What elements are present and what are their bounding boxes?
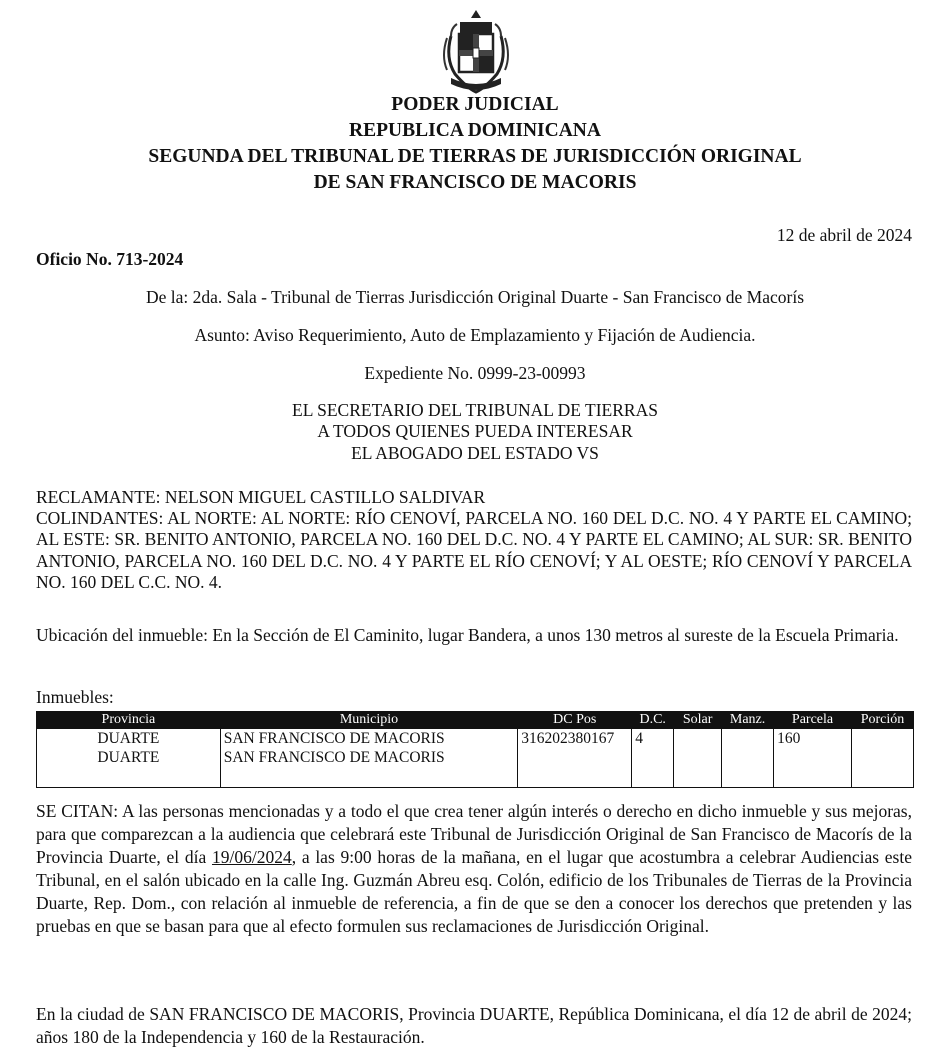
cell-provincia: [37, 729, 221, 788]
expediente-line: Expediente No. 0999-23-00993: [364, 363, 586, 383]
cell-parcela: 160: [774, 729, 852, 788]
secretary-heading: [0, 400, 950, 464]
table-header-row: [37, 712, 914, 729]
court-header: [0, 92, 950, 196]
header-provincia: Provincia: [37, 712, 221, 729]
header-manz: Manz.: [722, 712, 774, 729]
cell-dc: 4: [632, 729, 674, 788]
asunto-line: Asunto: Aviso Requerimiento, Auto de Emplazamiento y Fijación de Audiencia.: [194, 325, 756, 345]
cell-solar: [674, 729, 722, 788]
provincia-value: DUARTE: [97, 748, 160, 766]
cell-manz: [722, 729, 774, 788]
header-porcion: Porción: [851, 712, 913, 729]
header-line-1: PODER JUDICIAL: [391, 94, 559, 115]
header-line-2: REPUBLICA DOMINICANA: [349, 119, 601, 141]
hearing-date: 19/06/2024: [211, 846, 292, 867]
cell-porcion: [851, 729, 913, 788]
heading-line-2: A TODOS QUIENES PUEDA INTERESAR: [317, 421, 633, 442]
ubicacion-paragraph: Ubicación del inmueble: En la Sección de El Caminito, lugar Bandera, a unos 130 metros al sureste de la Escuela Primaria.: [36, 625, 899, 645]
header-parcela: Parcela: [774, 712, 852, 729]
de-la-line: De la: 2da. Sala - Tribunal de Tierras Jurisdicción Original Duarte - San Francisco de Macorís: [145, 287, 805, 307]
citan-text-after: , a las 9:00 horas de la mañana, en el lugar que acostumbra a celebrar Audiencias este Tribunal, en el salón ubicado en la calle Ing. Guzmán Abreu esq. Colón, edificio de los Tribunales de Tierras de la Provincia Duarte, Rep. Dom., con relación al inmueble de referencia, a fin de que se den a conocer los derechos que pretenden y las pruebas en que se basan para que al efecto formulen sus reclamaciones de Jurisdicción Original.: [36, 846, 912, 936]
header-line-3: SEGUNDA DEL TRIBUNAL DE TIERRAS DE JURISDICCIÓN ORIGINAL: [148, 145, 802, 167]
municipio-value: SAN FRANCISCO DE MACORIS: [223, 730, 445, 747]
closing-paragraph: En la ciudad de SAN FRANCISCO DE MACORIS, Provincia DUARTE, República Dominicana, el día 12 de abril de 2024; años 180 de la Independencia y 160 de la Restauración.: [36, 1004, 912, 1047]
reclamante: RECLAMANTE: NELSON MIGUEL CASTILLO SALDIVAR: [36, 487, 486, 507]
header-dc-pos: DC Pos: [518, 712, 632, 729]
heading-line-3: EL ABOGADO DEL ESTADO VS: [351, 442, 599, 463]
parties-block: [36, 487, 912, 593]
heading-line-1: EL SECRETARIO DEL TRIBUNAL DE TIERRAS: [292, 400, 658, 420]
header-municipio: Municipio: [220, 712, 518, 729]
municipio-value: SAN FRANCISCO DE MACORIS: [223, 748, 445, 766]
colindantes: COLINDANTES: AL NORTE: AL NORTE: RÍO CENOVÍ, PARCELA NO. 160 DEL D.C. NO. 4 Y PARTE EL CAMINO; AL ESTE: SR. BENITO ANTONIO, PARCELA NO. 160 DEL D.C. NO. 4 Y PARTE EL CAMINO; AL SUR: SR. BENITO ANTONIO, PARCELA NO. 160 DEL D.C. NO. 4 Y PARTE EL RÍO CENOVÍ; Y AL OESTE; RÍO CENOVÍ Y PARCELA NO. 160 DEL C.C. NO. 4.: [36, 508, 912, 592]
cell-dc-pos: 316202380167: [518, 729, 632, 788]
coat-of-arms-icon: [437, 8, 515, 94]
document-date: 12 de abril de 2024: [776, 225, 912, 245]
inmuebles-label: Inmuebles:: [36, 687, 114, 707]
provincia-value: DUARTE: [97, 730, 160, 747]
citan-paragraph: [36, 800, 912, 938]
inmuebles-table: [36, 711, 914, 788]
header-line-4: DE SAN FRANCISCO DE MACORIS: [313, 171, 637, 193]
citan-text-before: SE CITAN: A las personas mencionadas y a todo el que crea tener algún interés o derecho en dicho inmueble y sus mejoras, para que comparezcan a la audiencia que celebrará este Tribunal de Jurisdicción Original de San Francisco de Macorís de la Provincia Duarte, el día: [36, 801, 912, 867]
cell-municipio: [220, 729, 518, 788]
table-row: [37, 729, 914, 788]
header-solar: Solar: [674, 712, 722, 729]
oficio-number: Oficio No. 713-2024: [36, 249, 184, 269]
header-dc: D.C.: [632, 712, 674, 729]
